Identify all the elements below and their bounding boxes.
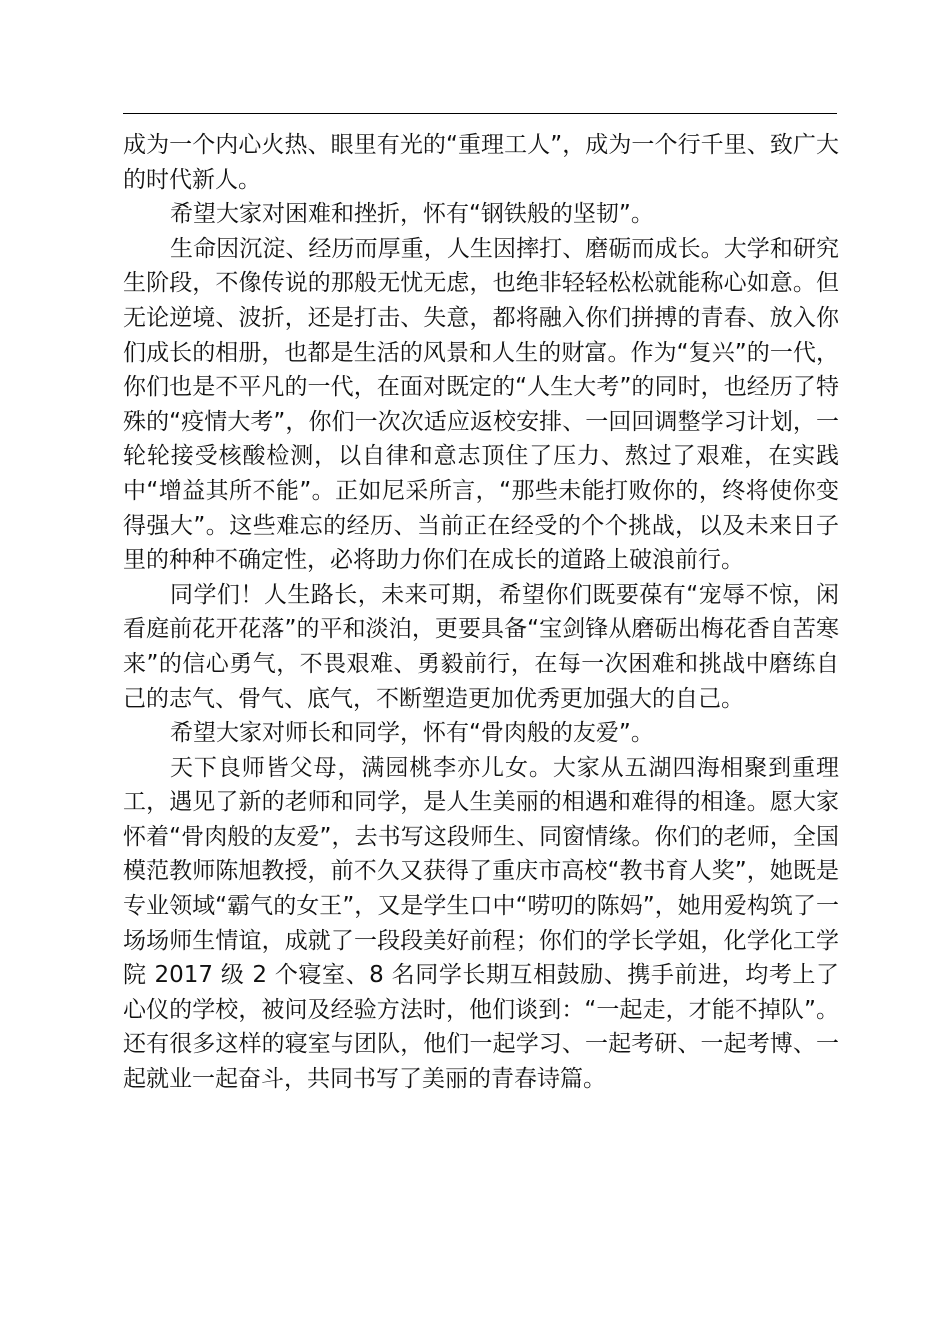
paragraph-encouragement: 同学们！人生路长，未来可期，希望你们既要葆有“宠辱不惊，闲看庭前花开花落”的平和淡泊，更要具备“宝剑锋从磨砺出梅花香自苦寒来”的信心勇气，不畏艰难、勇毅前行，在每一次困难和挑战中磨练自己的志气、骨气、底气，不断塑造更加优秀更加强大的自己。 — [123, 581, 839, 712]
paragraph-growth: 生命因沉淀、经历而厚重，人生因摔打、磨砺而成长。大学和研究生阶段，不像传说的那般无忧无虑，也绝非轻轻松松就能称心如意。但无论逆境、波折，还是打击、失意，都将融入你们拼搏的青春、放入你们成长的相册，也都是生活的风景和人生的财富。作为“复兴”的一代，你们也是不平凡的一代，在面对既定的“人生大考”的同时，也经历了特殊的“疫情大考”，你们一次次适应返校安排、一回回调整学习计划，一轮轮接受核酸检测，以自律和意志顶住了压力、熬过了艰难，在实践中“增益其所不能”。正如尼采所言，“那些未能打败你的，终将使你变得强大”。这些难忘的经历、当前正在经受的个个挑战，以及未来日子里的种种不确定性，必将助力你们在成长的道路上破浪前行。 — [123, 235, 839, 574]
header-rule — [123, 113, 837, 114]
body-text — [123, 128, 839, 1097]
paragraph-hope-friendship: 希望大家对师长和同学，怀有“骨肉般的友爱”。 — [170, 720, 654, 747]
paragraph-teachers-classmates: 天下良师皆父母，满园桃李亦儿女。大家从五湖四海相聚到重理工，遇见了新的老师和同学，是人生美丽的相遇和难得的相逢。愿大家怀着“骨肉般的友爱”，去书写这段师生、同窗情缘。你们的老师，全国模范教师陈旭教授，前不久又获得了重庆市高校“教书育人奖”，她既是专业领域“霸气的女王”，又是学生口中“唠叨的陈妈”，她用爱构筑了一场场师生情谊，成就了一段段美好前程；你们的学长学姐，化学化工学院 2017 级 2 个寝室、8 名同学长期互相鼓励、携手前进，均考上了心仪的学校，被问及经验方法时，他们谈到：“一起走，才能不掉队”。还有很多这样的寝室与团队，他们一起学习、一起考研、一起考博、一起就业一起奋斗，共同书写了美丽的青春诗篇。 — [123, 754, 839, 1093]
paragraph-hope-perseverance: 希望大家对困难和挫折，怀有“钢铁般的坚韧”。 — [170, 201, 654, 228]
paragraph-continuation: 成为一个内心火热、眼里有光的“重理工人”，成为一个行千里、致广大的时代新人。 — [123, 132, 839, 193]
